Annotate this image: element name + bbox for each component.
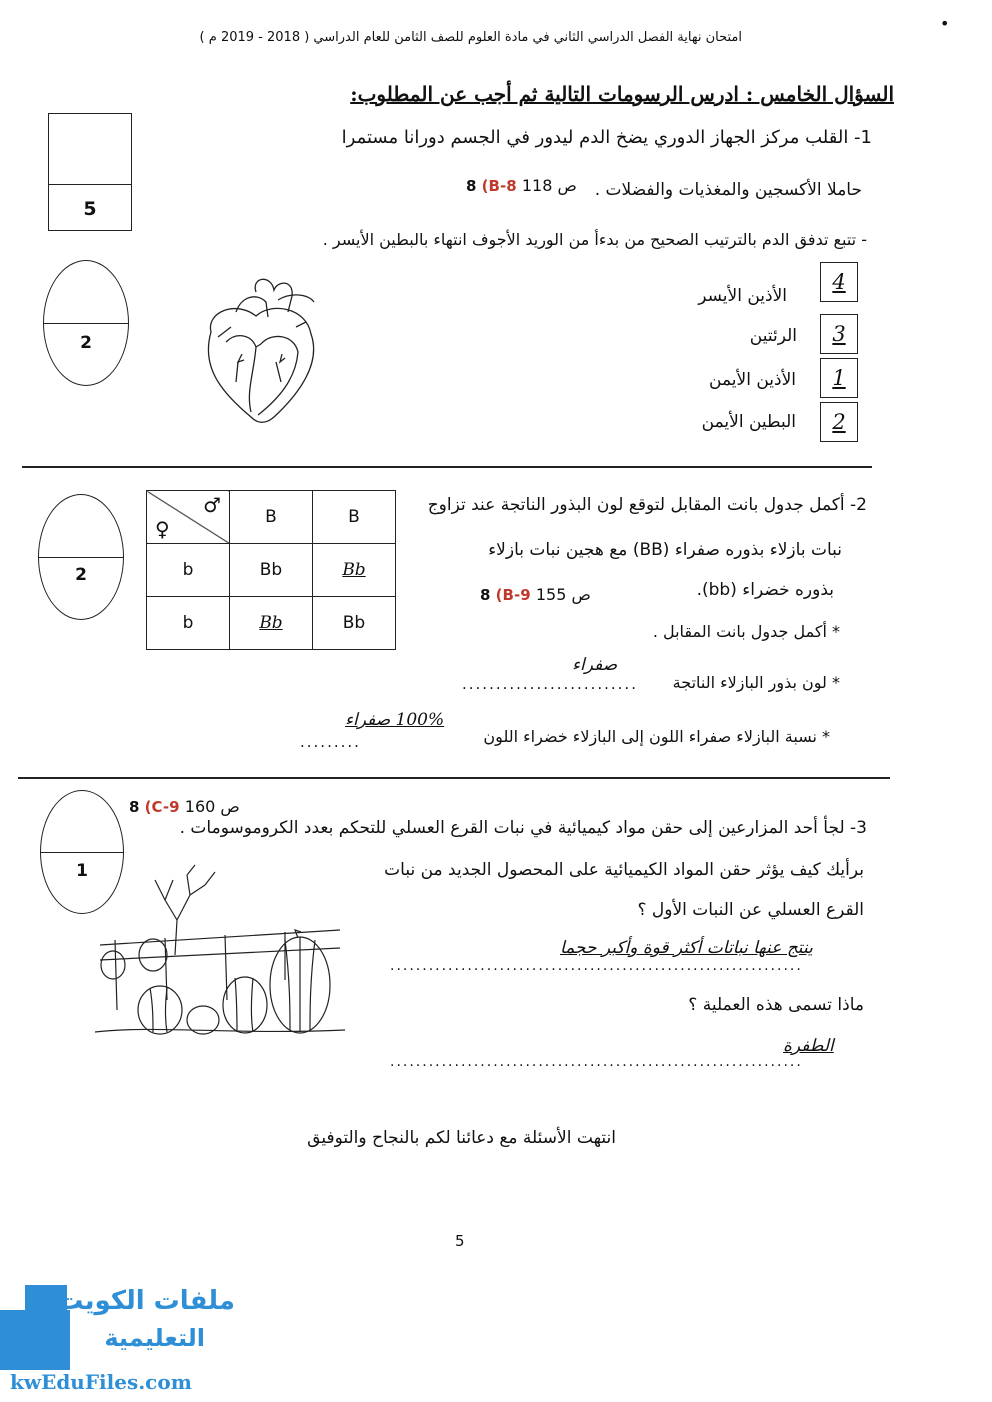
q2-ref-grade: 8 — [480, 586, 491, 604]
q3-text-line2: برأيك كيف يؤثر حقن المواد الكيميائية على المحصول الجديد من نبات — [384, 860, 864, 880]
exam-header: امتحان نهاية الفصل الدراسي الثاني في مادة العلوم للصف الثامن للعام الدراسي ( 2018 - 2019 م ) — [199, 30, 742, 45]
q1-answer-box-1 — [820, 262, 858, 302]
q3-oval-score: 1 — [76, 861, 88, 881]
closing-text: انتهت الأسئلة مع دعائنا لكم بالنجاح والتوفيق — [307, 1128, 616, 1148]
q2-ref-code: B-9 — [502, 586, 531, 604]
q3-text-line1: 3- لجأ أحد المزارعين إلى حقن مواد كيميائية في نبات القرع العسلي للتحكم بعدد الكروموسومات . — [179, 818, 867, 838]
q1-ref-code: B-8 — [488, 177, 517, 195]
watermark-logo — [0, 1280, 250, 1400]
q1-ref-grade: 8 — [466, 177, 477, 195]
divider-1 — [22, 466, 872, 468]
q2-text-line2: نبات بازلاء بذوره صفراء (BB) مع هجين نبات بازلاء — [488, 540, 842, 560]
punnett-row2-allele: b — [147, 597, 230, 650]
q2-ref-open: ( — [495, 586, 503, 604]
q2-score-oval — [38, 494, 124, 620]
q1-item-right-atrium: الأذين الأيمن — [709, 370, 796, 390]
watermark-line1: ملفات الكويت — [57, 1286, 235, 1316]
q3-ref-code: C-9 — [151, 798, 180, 816]
punnett-cell-2-2: Bb — [313, 597, 396, 650]
male-symbol: ♂ — [203, 493, 221, 517]
q1-reference — [466, 176, 577, 195]
q1-ref-page: ص 118 — [521, 176, 577, 195]
q1-text-line1: 1- القلب مركز الجهاز الدوري يضخ الدم ليدور في الجسم دورانا مستمرا — [341, 127, 872, 148]
punnett-header-2: B — [313, 491, 396, 544]
q3-dots-2: ................................................................ — [390, 1054, 803, 1070]
q3-dots-1: ................................................................ — [390, 958, 803, 974]
q2-answer-3: 100% صفراء — [345, 710, 445, 730]
pumpkin-field-icon — [95, 860, 345, 1040]
q2-dots-2: .......................... — [462, 675, 638, 693]
heart-diagram-icon — [196, 272, 326, 432]
q3-question-2: ماذا تسمى هذه العملية ؟ — [688, 995, 864, 1015]
q1-item-right-ventricle: البطين الأيمن — [701, 412, 796, 432]
punnett-corner — [147, 491, 230, 544]
q2-bullet-3: * نسبة البازلاء صفراء اللون إلى البازلاء خضراء اللون — [483, 727, 830, 746]
q2-oval-score: 2 — [75, 565, 87, 585]
q2-dots-3: ......... — [300, 733, 361, 751]
q1-answer-4: 2 — [832, 410, 846, 434]
q1-item-lungs: الرئتين — [749, 326, 797, 346]
female-symbol: ♀ — [155, 517, 170, 541]
q1-answer-box-4 — [820, 402, 858, 442]
q2-text-line3: بذوره خضراء (bb). — [696, 580, 834, 600]
q3-ref-open: ( — [144, 798, 152, 816]
q2-bullet-1: * أكمل جدول بانت المقابل . — [652, 622, 840, 641]
punnett-header-1: B — [230, 491, 313, 544]
q3-answer-2: الطفرة — [783, 1036, 834, 1056]
q3-text-line3: القرع العسلي عن النبات الأول ؟ — [637, 900, 864, 920]
punnett-cell-1-1: Bb — [230, 544, 313, 597]
divider-2 — [18, 777, 890, 779]
q2-reference — [480, 585, 591, 604]
q1-text-line2: حاملا الأكسجين والمغذيات والفضلات . — [594, 180, 862, 200]
watermark-url: kwEduFiles.com — [10, 1370, 192, 1394]
q2-answer-2: صفراء — [572, 655, 618, 675]
q2-bullet-2: * لون بذور البازلاء الناتجة — [672, 673, 840, 692]
q3-ref-page: ص 160 — [184, 797, 240, 816]
q3-reference — [129, 797, 240, 816]
q1-instruction: - تتبع تدفق الدم بالترتيب الصحيح من بدءأ من الوريد الأجوف انتهاء بالبطين الأيسر . — [322, 230, 867, 249]
q1-score-box — [48, 113, 132, 231]
q1-ref-open: ( — [481, 177, 489, 195]
q1-item-left-atrium: الأذين الأيسر — [698, 286, 787, 306]
q3-answer-1: ينتج عنها نباتات أكثر قوة وأكبر حجما — [560, 938, 813, 958]
corner-mark: • — [940, 14, 950, 33]
q2-ref-page: ص 155 — [535, 585, 591, 604]
q1-answer-2: 3 — [832, 322, 846, 346]
punnett-cell-2-1: Bb — [230, 597, 313, 650]
q1-answer-box-2 — [820, 314, 858, 354]
punnett-square — [146, 490, 396, 650]
page-number: 5 — [455, 1232, 465, 1250]
q1-score-value: 5 — [83, 198, 97, 220]
q1-answer-3: 1 — [832, 366, 846, 390]
q1-answer-box-3 — [820, 358, 858, 398]
punnett-cell-1-2: Bb — [313, 544, 396, 597]
q3-ref-grade: 8 — [129, 798, 140, 816]
q1-score-oval — [43, 260, 129, 386]
q1-oval-score: 2 — [80, 333, 92, 353]
punnett-row1-allele: b — [147, 544, 230, 597]
section-title: السؤال الخامس : ادرس الرسومات التالية ثم أجب عن المطلوب: — [350, 82, 894, 106]
watermark-line2: التعليمية — [104, 1324, 205, 1352]
q2-text-line1: 2- أكمل جدول بانت المقابل لتوقع لون البذور الناتجة عند تزاوج — [427, 495, 867, 515]
q1-answer-1: 4 — [832, 270, 846, 294]
